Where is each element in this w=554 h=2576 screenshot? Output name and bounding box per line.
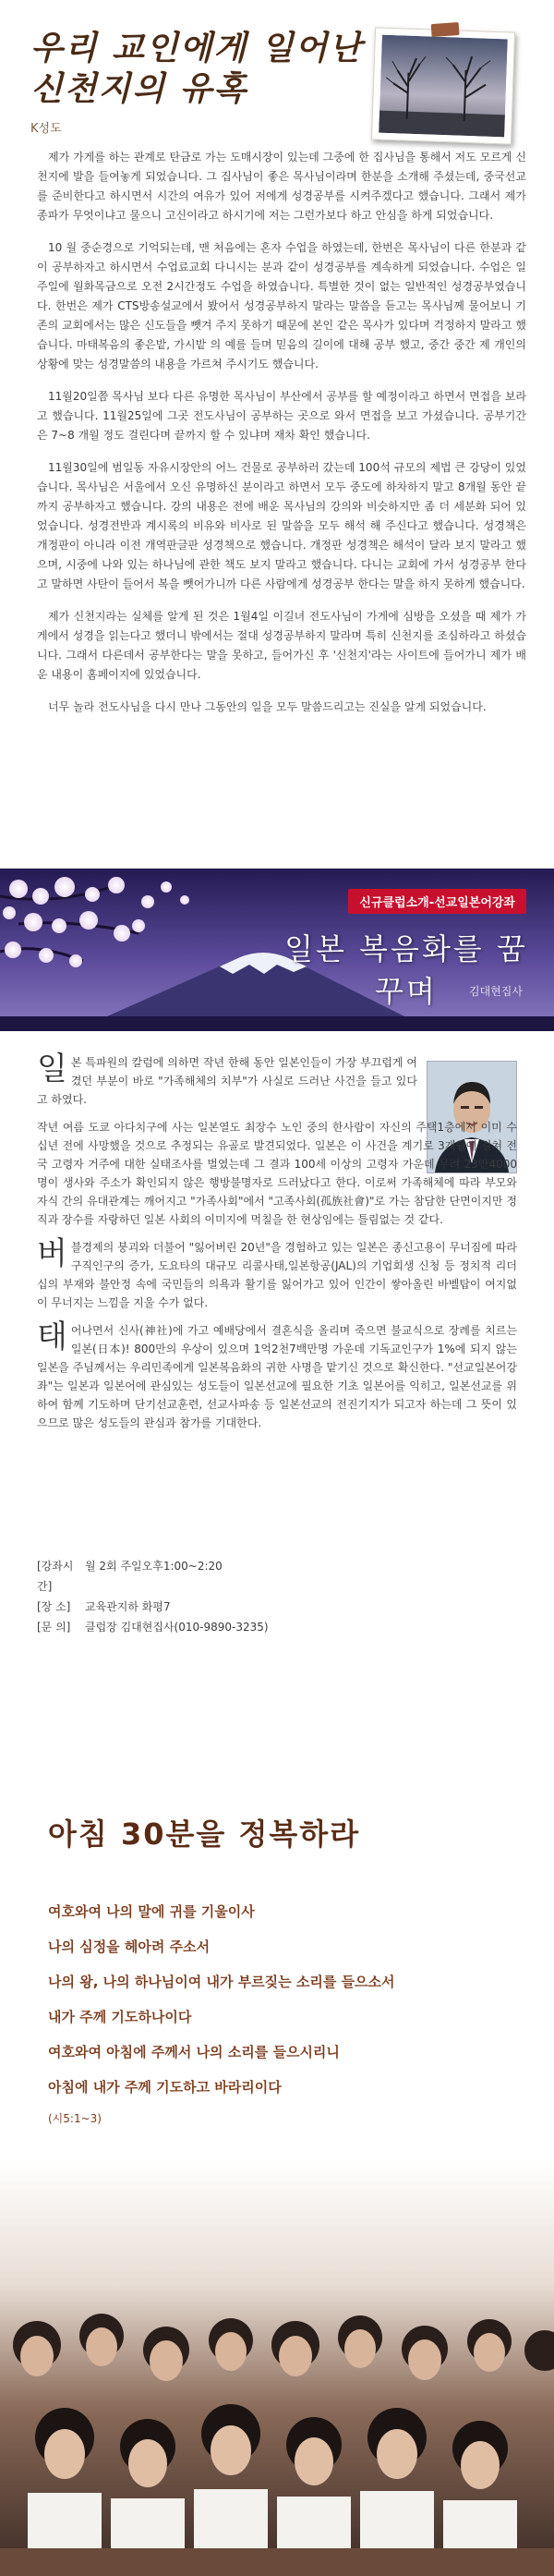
info-value: 월 2회 주일오후1:00~2:20 [85, 1560, 223, 1573]
paragraph: 11월20일쯤 목사님 보다 다른 유명한 목사님이 부산에서 공부를 할 예정이라고 하면서 면접을 보라고 했습니다. 11월25일에 그곳 전도사님이 공부하는 곳으로 와서 면접을 보고 가셨습니다. 공부기간은 7~8 개월 정도 걸린다며 끝까지 할 수 있냐며 재차 확인 했습니다. [37, 390, 526, 442]
tape-pin [431, 22, 460, 37]
paragraph: 제가 신천지라는 실체를 알게 된 것은 1월4일 이길녀 전도사님이 가게에 심방을 오셨을 때 제가 가게에서 성경을 읽는다고 했더니 밖에서는 절대 성경공부하지 말라며 특히 신천지를 조심하라고 하셨습니다. 그래서 다른데서 공부한다는 말을 못하고, 들어가신 후 '신천지'라는 사이트에 들어가니 제가 배운 내용이 홈페이지에 있었습니다. [37, 610, 526, 681]
article-body [37, 1053, 517, 1441]
dropcap: 일 [37, 1051, 67, 1088]
article-shincheonji [0, 0, 554, 832]
paragraph: 11월30일에 범일동 자유시장안의 어느 건물로 공부하러 갔는데 100석 규모의 제법 큰 강당이 있었습니다. 목사님은 서울에서 오신 유명하신 분이라고 하면서 모두 중도에 하차하지 말고 8개월 동안 끝까지 공부하자고 했습니다. 강의 내용은 전에 배운 목사님의 강의와 비슷하지만 좀 더 세분화 되어 있었습니다. 성경전반과 계시록의 비유와 비사로 된 말씀을 모두 해석 해 주신다고 했습니다. 성경책은 개정판이 아니라 이전 개역판글판 성경책으로 했습니다. 개정판 성경책은 해석이 달라 보지 말라고 했으며, 시중에 나와 있는 하나님에 관한 책도 보지 말라고 했습니다. 다니는 교회에 가서 성경공부 한다고 말하면 사탄이 들어서 복을 뺏어가니까 다른 사람에게 성경공부 한다는 말을 하지 못하게 했습니다. [37, 461, 526, 590]
section-title: 아침 30분을 정복하라 [48, 1817, 361, 1852]
info-label: [문 의] [37, 1621, 71, 1634]
paragraph: 너무 놀라 전도사님을 다시 만나 그동안의 일을 모두 말씀드리고는 진실을 알게 되었습니다. [48, 700, 487, 713]
dropcap: 태 [37, 1318, 67, 1355]
verse-line: 여호와여 아침에 주께서 나의 소리를 들으시리니 [48, 2044, 340, 2060]
article-japan-mission [0, 869, 554, 1894]
pinned-photo [371, 27, 515, 144]
paragraph [37, 1053, 417, 1109]
article-title-line1: 우리 교인에게 일어난 [30, 29, 364, 67]
mount-fuji-banner [0, 869, 554, 1031]
info-label: [장 소] [37, 1600, 71, 1613]
article-morning-prayer [0, 1811, 554, 2576]
bare-trees-photo [379, 35, 508, 138]
verse-line: 여호와여 나의 말에 귀를 기울이사 [48, 1903, 255, 1920]
paragraph-text: 블경제의 붕괴와 더불어 "잃어버린 20년"을 경험하고 있는 일본은 종신고용이 무너짐에 따라 구직인구의 증가, 도요타의 대규모 리콜사태,일본항공(JAL)의 기업회생 신청 등 정치적 리더십의 부재와 불안정 속에 국민들의 의욕과 활기를 잃어가고 있어 인간이 쌓아올린 바벨탑이 여지없이 무너지는 느낌을 지울 수가 없다. [37, 1241, 517, 1309]
info-contact [37, 1617, 269, 1637]
article-title [30, 28, 363, 109]
article-body [37, 148, 526, 730]
verse-line: 나의 심정을 헤아려 주소서 [48, 1938, 211, 1955]
paragraph-text: 작년 여름 도쿄 아다치구에 사는 일본열도 최장수 노인 중의 한사람이 자신의 주택1층에서 이미 수십년 전에 사망했을 것으로 추정되는 유골로 발견되었다. 일본은 이 사건을 계기로 3개월에 걸쳐 전국 고령자 거주에 대한 실태조사를 벌였는데 그 결과 100세 이상의 고령자 가운데 무려 23만4000명이 생사와 주소가 확인되지 않은 행방불명자로 드러났다고 한다. 이로써 가족해체에 따라 부모와 자식 간의 유대관계는 깨어지고 "가족사회"에서 "고족사회(孤族社會)"로 가는 참담한 단면이지만 정직과 장수를 자랑하던 일본 사회의 이미지에 먹칠을 한 현상임에는 틀림없는 것 같다. [37, 1121, 517, 1226]
info-label: [강좌시간] [37, 1560, 74, 1593]
paragraph: 제가 가게를 하는 관계로 탄금로 가는 도매시장이 있는데 그중에 한 집사님을 통해서 저도 모르게 신천지에 발을 들여놓게 되었습니다. 그 집사님이 좋은 목사님이라며 한분을 소개해 주셨는데, 중국선교를 준비한다고 하시면서 시간의 여유가 있어 저에게 성경공부를 시켜주겠다고 했습니다. 그래서 제가 종파가 무엇이냐고 물으니 고신이라고 하시기에 저는 그런가보다 하고 안심을 하게 되었습니다. [37, 151, 526, 222]
banner-title: 일본 복음화를 꿈꾸며 [284, 931, 528, 1009]
verse-line: 내가 주께 기도하나이다 [48, 2009, 192, 2025]
banner-byline: 김대현집사 [469, 985, 523, 998]
verse-reference: (시5:1~3) [48, 2112, 102, 2125]
scripture-verses [48, 1894, 528, 2126]
info-place [37, 1597, 269, 1617]
info-time [37, 1556, 269, 1597]
paragraph: 10 월 중순경으로 기억되는데, 맨 처음에는 혼자 수업을 하였는데, 한번은 목사님이 다른 한분과 같이 공부하자고 하시면서 수업료교회 다니시는 분과 같이 성경공부를 계속하게 되었습니다. 수업은 일주일에 월화목금으로 오전 2시간정도 수업을 하였습니다. 특별한 것이 없는 일반적인 성경공부였습니다. 한번은 제가 CTS방송설교에서 봤어서 성경공부하지 말라는 말씀을 듣고는 목사님께 물어보니 기존의 교회에서는 많은 신도들을 뺏겨 주지 못하기 때문에 본인 같은 목사가 있다며 걱정하지 말라고 했습니다. 마태복음의 좋은밭, 가시밭 의 예를 들며 믿음의 길이에 대해 공부 했고, 중간 중간 제 개인의 상황에 맞는 성경말씀의 내용을 가르쳐 주시기도 했습니다. [37, 241, 526, 371]
paragraph [37, 1318, 517, 1432]
article-author: K성도 [30, 122, 62, 136]
article-title-line2: 신천지의 유혹 [30, 69, 248, 108]
paragraph [37, 1118, 517, 1229]
verse-line: 아침에 내가 주께 기도하고 바라리이다 [48, 2079, 282, 2096]
club-intro-tag: 신규클럽소개-선교일본어강좌 [348, 889, 526, 914]
paragraph-text: 본 특파원의 칼럼에 의하면 작년 한해 동안 일본인들이 가장 부끄럽게 여겼던 부분이 바로 "가족해체의 치부"가 사실로 드러난 사건을 들고 있다고 하였다. [37, 1056, 417, 1106]
congregation-photo [0, 2160, 554, 2576]
info-value: 클럽장 김대현집사(010-9890-3235) [85, 1621, 269, 1634]
paragraph [37, 1235, 517, 1312]
class-info [37, 1556, 269, 1637]
verse-line: 나의 왕, 나의 하나님이여 내가 부르짖는 소리를 들으소서 [48, 1974, 395, 1990]
paragraph-text: 어나면서 신사(神社)에 가고 예배당에서 결혼식을 올리며 죽으면 불교식으로 장례를 치르는 일본(日本)! 800만의 우상이 있으며 1억2천7백만명 가운데 기독교인구가 1%에 되지 않는 일본을 주님께서는 우리민족에게 일본복음화의 귀한 사명을 맡기신 것으로 확신한다. "선교일본어강좌"는 일본과 일본어에 관심있는 성도들이 일본선교에 필요한 기초 일본어를 익히고, 일본선교를 위하여 함께 기도하며 단기선교훈련, 선교사파송 등 일본선교의 전진기지가 되고자 하는데 그 뜻이 있으므로 많은 성도들의 관심과 참가를 기대한다. [37, 1324, 517, 1429]
dropcap: 버 [37, 1235, 67, 1272]
info-value: 교육관지하 화평7 [85, 1600, 171, 1613]
